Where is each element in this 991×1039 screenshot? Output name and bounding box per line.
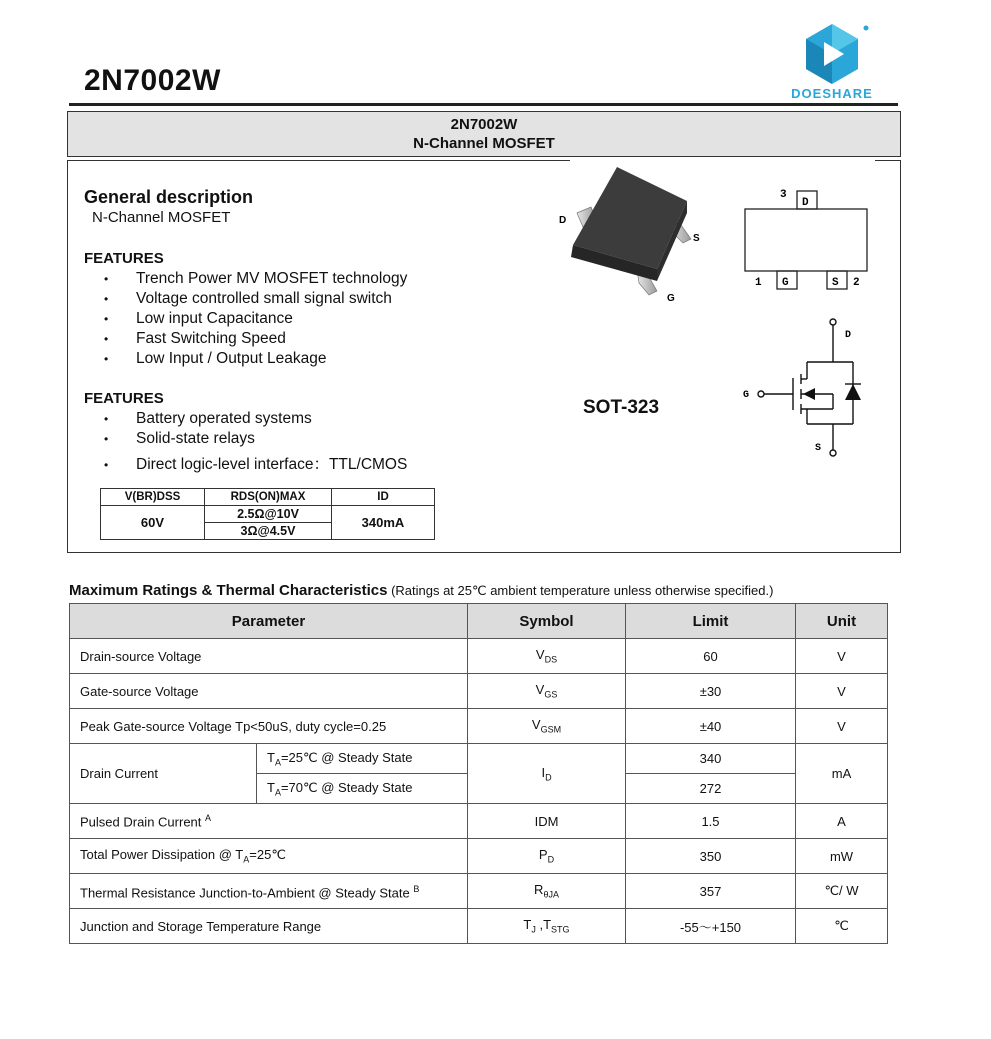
general-description-text: N-Channel MOSFET <box>92 209 231 226</box>
package-label: SOT-323 <box>583 397 660 418</box>
symbol-cell: $I_D$ <box>468 744 626 804</box>
sot323-package-illustration <box>555 165 710 310</box>
symbol-cell: $R_{\theta JA}$ <box>468 874 626 909</box>
spec-rdson-value-2: 3Ω@4.5V <box>205 523 332 540</box>
param-cell: Drain-source Voltage <box>70 639 468 674</box>
header-device-type: N-Channel MOSFET <box>413 135 555 152</box>
condition-cell: $T_A=25℃$ @ Steady State <box>257 744 468 774</box>
list-item: • Trench Power MV MOSFET technology <box>104 270 408 287</box>
pin-number-1: 1 <box>755 277 762 289</box>
pin-g-label: G <box>667 293 675 304</box>
param-cell: Peak Gate-source Voltage Tp<50uS, duty cycle=0.25 <box>70 709 468 744</box>
limit-cell: 60 <box>626 639 796 674</box>
ratings-table <box>69 603 888 944</box>
mosfet-symbol-diagram <box>735 312 875 462</box>
header-limit: Limit <box>626 604 796 639</box>
applications-heading: FEATURES <box>84 390 164 407</box>
limit-cell: 340 <box>626 744 796 774</box>
schematic-d-label: D <box>845 330 852 341</box>
limit-cell: ±30 <box>626 674 796 709</box>
spec-header-rdson: RDS(ON)MAX <box>205 489 332 506</box>
table-row <box>70 909 888 944</box>
ratings-title: Maximum Ratings & Thermal Characteristics <box>69 582 388 599</box>
table-row <box>70 804 888 839</box>
logo-text: DOESHARE <box>791 86 873 101</box>
table-row <box>70 709 888 744</box>
list-item: • Battery operated systems <box>104 410 312 427</box>
unit-cell: ℃ <box>796 909 888 944</box>
symbol-cell: $T_J$ $,T_{STG}$ <box>468 909 626 944</box>
pin-number-3: 3 <box>780 189 787 201</box>
unit-cell: V <box>796 674 888 709</box>
key-spec-table <box>100 488 435 540</box>
spec-rdson-value-1: 2.5Ω@10V <box>205 506 332 523</box>
header-part-number: 2N7002W <box>450 116 518 133</box>
limit-cell: ±40 <box>626 709 796 744</box>
pinout-diagram <box>740 183 875 293</box>
spec-id-value: 340mA <box>332 506 435 540</box>
header-parameter: Parameter <box>70 604 468 639</box>
table-row <box>70 674 888 709</box>
pinout-g-label: G <box>782 277 789 289</box>
pin-number-2: 2 <box>853 277 860 289</box>
list-item: • Fast Switching Speed <box>104 330 286 347</box>
table-row <box>70 744 888 774</box>
param-cell: Drain Current <box>70 744 257 804</box>
list-item: • Direct logic-level interface：TTL/CMOS <box>104 456 408 473</box>
param-cell: Thermal Resistance Junction-to-Ambient @ Steady State $^B$ <box>70 874 468 909</box>
pin-d-label: D <box>559 215 567 226</box>
list-item: • Voltage controlled small signal switch <box>104 290 392 307</box>
page-title: 2N7002W <box>84 64 221 97</box>
param-cell: Total Power Dissipation @ $T_A=25℃$ <box>70 839 468 874</box>
header-band <box>67 111 901 157</box>
table-row <box>70 839 888 874</box>
limit-cell: -55～+150 <box>626 909 796 944</box>
unit-cell: ℃/ W <box>796 874 888 909</box>
symbol-cell: IDM <box>468 804 626 839</box>
unit-cell: A <box>796 804 888 839</box>
symbol-cell: $V_{DS}$ <box>468 639 626 674</box>
limit-cell: 272 <box>626 774 796 804</box>
table-row <box>70 639 888 674</box>
table-header-row <box>70 604 888 639</box>
spec-header-vbrdss: V(BR)DSS <box>101 489 205 506</box>
applications-list <box>84 409 544 475</box>
symbol-cell: $V_{GSM}$ <box>468 709 626 744</box>
list-item: • Low input Capacitance <box>104 310 293 327</box>
pinout-s-label: S <box>832 277 839 289</box>
logo-mark-icon <box>762 20 902 86</box>
param-cell: Gate-source Voltage <box>70 674 468 709</box>
ratings-note: (Ratings at 25℃ ambient temperature unless otherwise specified.) <box>391 583 774 598</box>
features-list <box>84 269 544 369</box>
ratings-heading <box>69 582 773 599</box>
box-gap <box>570 158 875 163</box>
spec-header-id: ID <box>332 489 435 506</box>
list-item: • Solid-state relays <box>104 430 255 447</box>
features-heading: FEATURES <box>84 250 164 267</box>
doeshare-logo <box>762 20 902 106</box>
param-cell: Junction and Storage Temperature Range <box>70 909 468 944</box>
param-cell: Pulsed Drain Current $^A$ <box>70 804 468 839</box>
unit-cell: V <box>796 709 888 744</box>
limit-cell: 1.5 <box>626 804 796 839</box>
schematic-g-label: G <box>743 390 750 401</box>
header-symbol: Symbol <box>468 604 626 639</box>
unit-cell: mA <box>796 744 888 804</box>
limit-cell: 357 <box>626 874 796 909</box>
general-description-heading: General description <box>84 187 254 207</box>
unit-cell: mW <box>796 839 888 874</box>
pin-s-label: S <box>693 233 700 244</box>
symbol-cell: $P_D$ <box>468 839 626 874</box>
spec-vbrdss-value: 60V <box>101 506 205 540</box>
schematic-s-label: S <box>815 443 822 454</box>
symbol-cell: $V_{GS}$ <box>468 674 626 709</box>
header-unit: Unit <box>796 604 888 639</box>
limit-cell: 350 <box>626 839 796 874</box>
pinout-d-label: D <box>802 197 809 209</box>
unit-cell: V <box>796 639 888 674</box>
table-row <box>70 874 888 909</box>
condition-cell: $T_A=70℃$ @ Steady State <box>257 774 468 804</box>
list-item: • Low Input / Output Leakage <box>104 350 327 367</box>
